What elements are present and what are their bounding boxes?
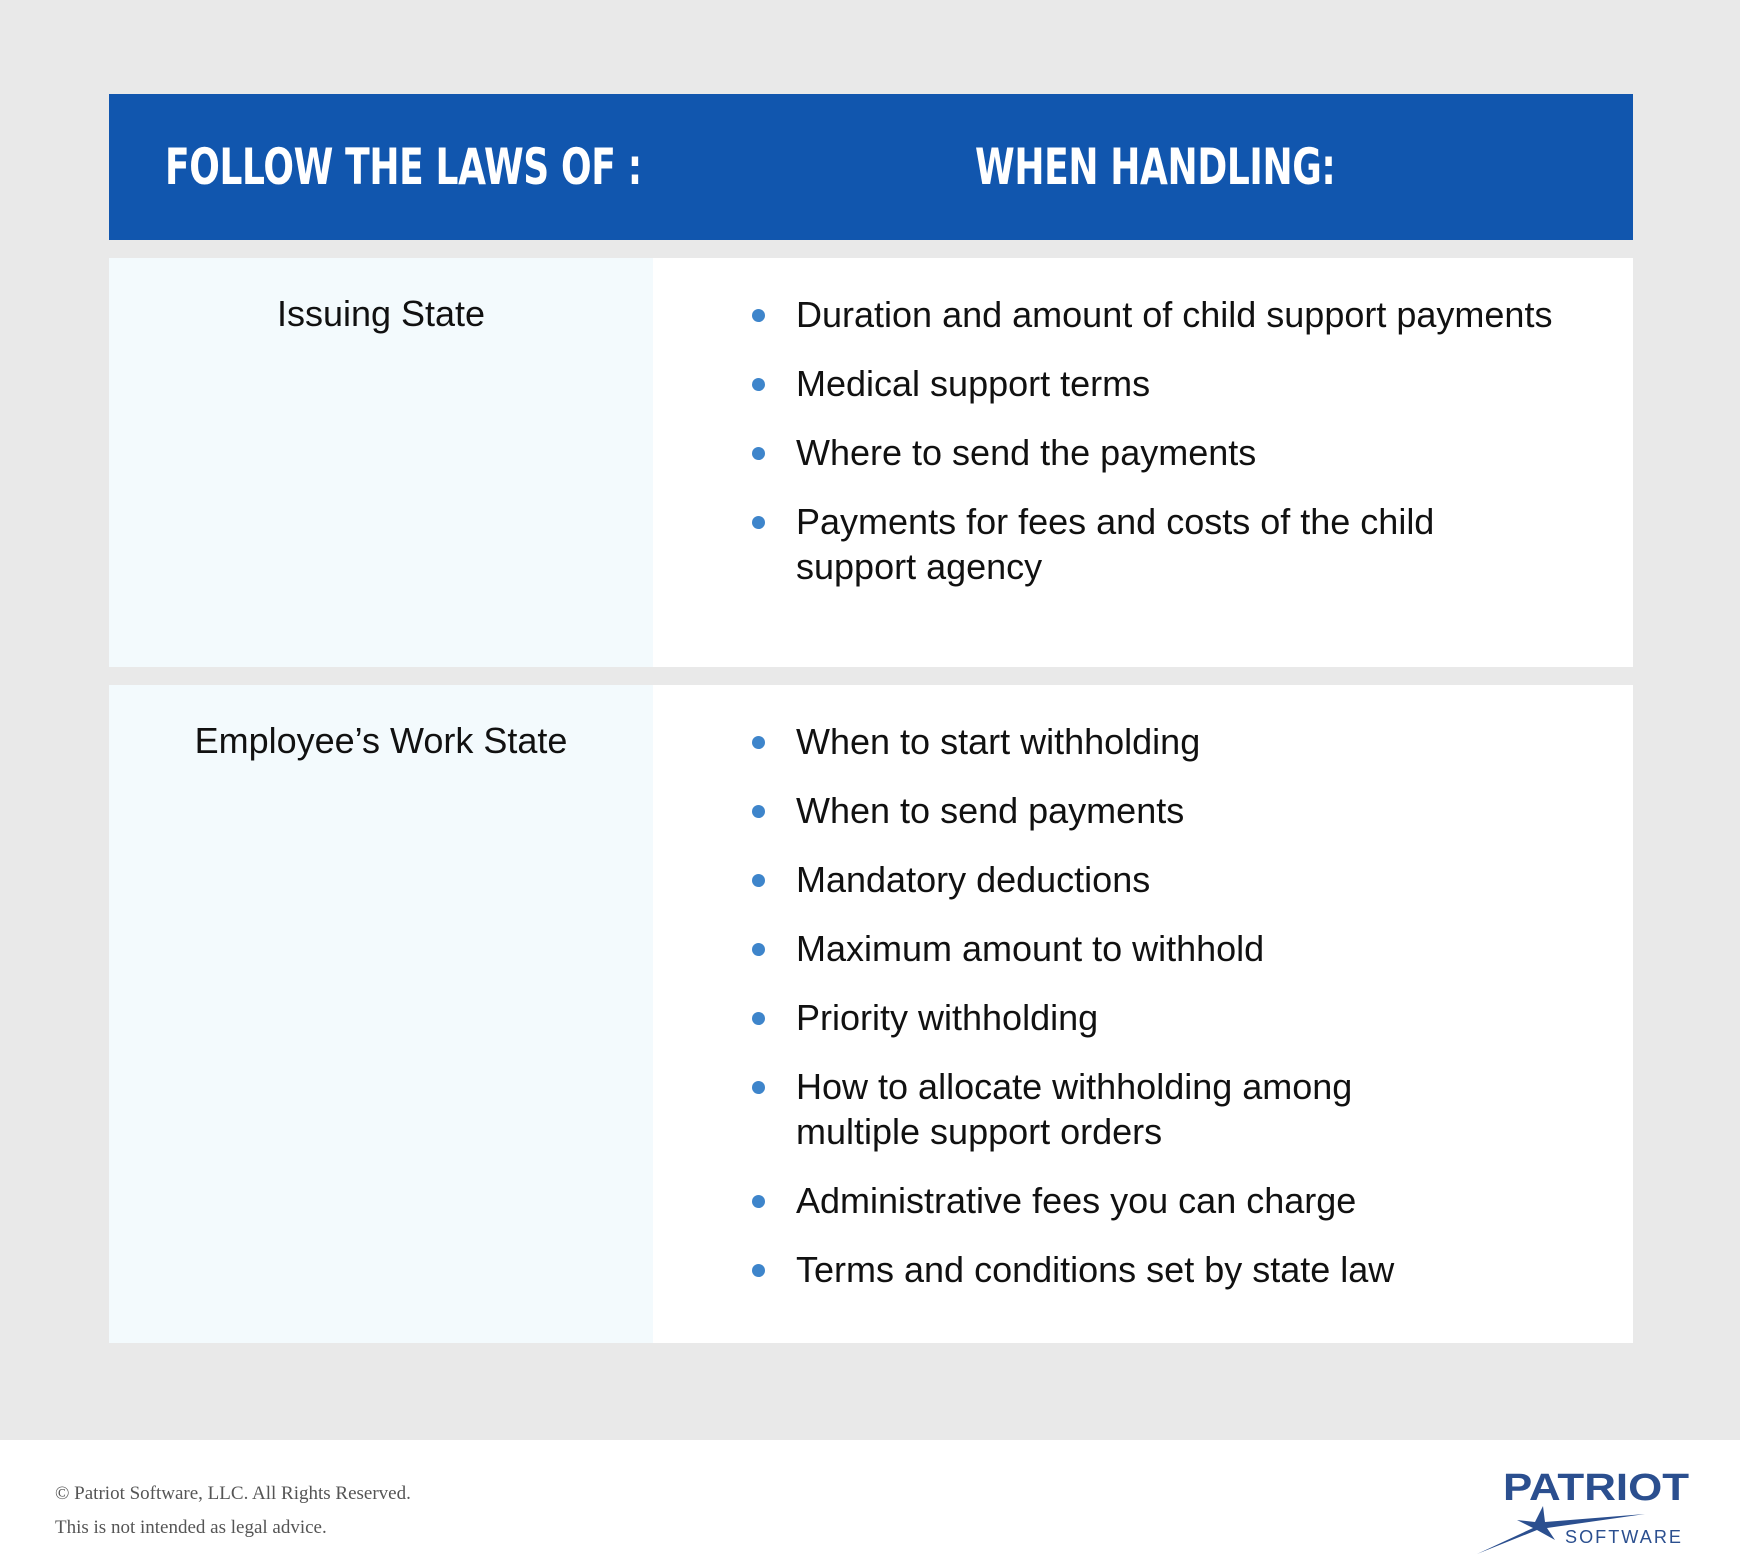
list-item-text: When to start withholding [796, 721, 1201, 762]
bullet-dot-icon [752, 805, 765, 818]
list-item-text: Maximum amount to withhold [796, 928, 1265, 969]
bullet-dot-icon [752, 378, 765, 391]
list-item-text: Priority withholding [796, 997, 1099, 1038]
table-header [109, 94, 1633, 240]
list-item [741, 926, 1591, 971]
bullet-list-employees-work-state [741, 719, 1591, 1316]
logo-name: PATRIOT [1503, 1467, 1689, 1509]
bullet-dot-icon [752, 447, 765, 460]
table-row-employees-work-state [109, 685, 1633, 1343]
list-item-text: Mandatory deductions [796, 859, 1151, 900]
bullet-dot-icon [752, 874, 765, 887]
list-item [741, 430, 1591, 475]
list-item [741, 499, 1516, 589]
list-item [741, 788, 1591, 833]
list-item-text: Medical support terms [796, 363, 1151, 404]
header-when-handling: WHEN HANDLING: [975, 138, 1336, 196]
row-label-employees-work-state: Employee’s Work State [194, 720, 568, 761]
bullet-dot-icon [752, 1012, 765, 1025]
copyright-text: © Patriot Software, LLC. All Rights Reserved. [55, 1483, 411, 1504]
row-label-cell [109, 685, 653, 1343]
list-item [741, 1247, 1591, 1292]
bullet-dot-icon [752, 736, 765, 749]
bullet-dot-icon [752, 1081, 765, 1094]
list-item-text: Terms and conditions set by state law [796, 1249, 1395, 1290]
disclaimer-text: This is not intended as legal advice. [55, 1517, 327, 1538]
header-follow-laws-of: FOLLOW THE LAWS OF : [165, 138, 642, 196]
bullet-dot-icon [752, 309, 765, 322]
logo-tagline: SOFTWARE [1565, 1527, 1683, 1547]
list-item-text: Where to send the payments [796, 432, 1257, 473]
bullet-dot-icon [752, 943, 765, 956]
row-label-cell [109, 258, 653, 667]
bullet-dot-icon [752, 1195, 765, 1208]
list-item-text: Payments for fees and costs of the child support agency [796, 501, 1435, 587]
bullet-dot-icon [752, 1264, 765, 1277]
patriot-software-logo [1475, 1462, 1695, 1562]
list-item-text: Administrative fees you can charge [796, 1180, 1357, 1221]
list-item [741, 361, 1591, 406]
table-row-issuing-state [109, 258, 1633, 667]
list-item [741, 1064, 1456, 1154]
bullet-list-issuing-state [741, 292, 1591, 613]
list-item [741, 857, 1591, 902]
list-item [741, 719, 1591, 764]
list-item [741, 995, 1591, 1040]
list-item [741, 1178, 1591, 1223]
bullet-dot-icon [752, 516, 765, 529]
list-item-text: How to allocate withholding among multiple support orders [796, 1066, 1353, 1152]
list-item-text: When to send payments [796, 790, 1185, 831]
footer [0, 1440, 1740, 1567]
row-label-issuing-state: Issuing State [276, 293, 486, 334]
list-item-text: Duration and amount of child support payments [796, 294, 1553, 335]
list-item [741, 292, 1591, 337]
